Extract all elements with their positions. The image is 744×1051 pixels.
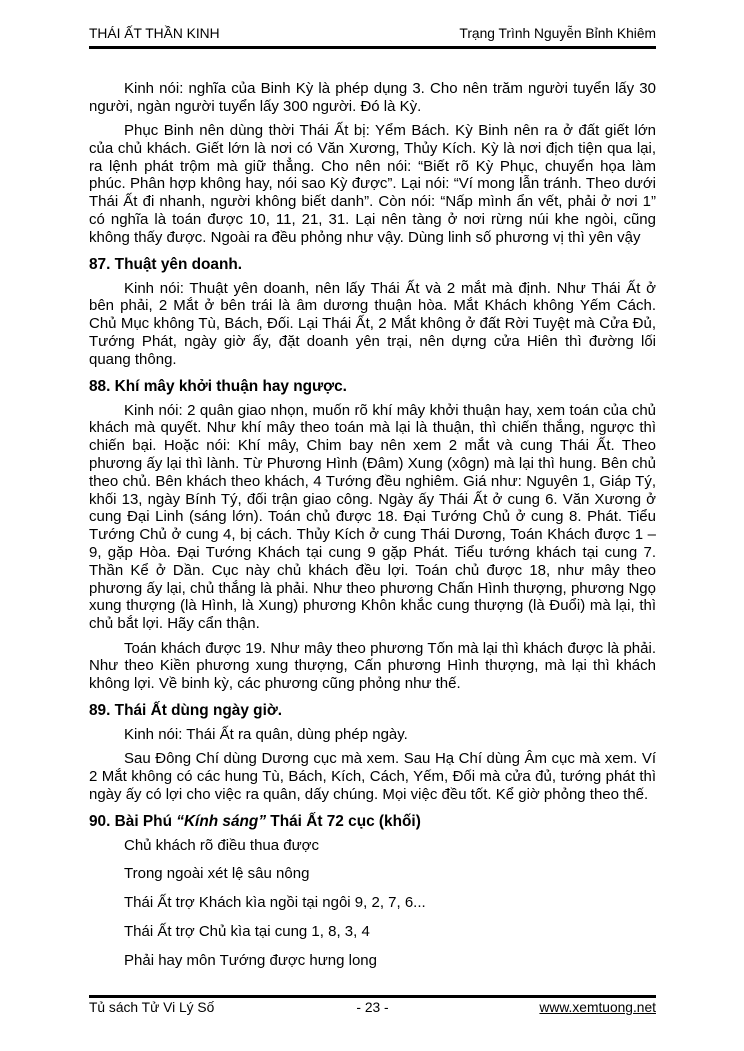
section-heading-87: 87. Thuật yên doanh. — [89, 255, 243, 273]
paragraph-89-2: Sau Đông Chí dùng Dương cục mà xem. Sau Hạ Chí dùng Âm cục mà xem. Ví 2 Mắt không có các hung Tù, Bách, Kích, Cách, Yếm, Đối mà cửa đủ, tướng phát thì ngày ấy có lợi cho việc ra quân, dấy chúng. Mọi việc đều tốt. Kể giờ phỏng theo thế. — [89, 750, 656, 803]
paragraph-89-1: Kinh nói: Thái Ất ra quân, dùng phép ngày. — [124, 725, 408, 743]
verse-line-5: Phải hay môn Tướng được hưng long — [124, 951, 377, 969]
verse-line-1: Chủ khách rõ điều thua được — [124, 836, 319, 854]
verse-line-2: Trong ngoài xét lệ sâu nông — [124, 865, 310, 883]
document-body — [89, 80, 656, 981]
page-footer — [89, 995, 656, 1015]
section-heading-90 — [89, 813, 656, 831]
page-header — [89, 26, 656, 49]
heading-90-quoted-title: “Kính sáng” — [176, 812, 267, 830]
author-name: Trạng Trình Nguyễn Bỉnh Khiêm — [459, 26, 656, 41]
website-link[interactable]: www.xemtuong.net — [539, 1000, 656, 1015]
section-heading-89: 89. Thái Ất dùng ngày giờ. — [89, 701, 283, 719]
paragraph-intro-1: Kinh nói: nghĩa của Binh Kỳ là phép dụng 3. Cho nên trăm người tuyển lấy 30 người, ngàn người tuyển lấy 300 người. Đó là Kỳ. — [89, 80, 656, 115]
document-title: THÁI ẤT THẦN KINH — [89, 26, 220, 41]
paragraph-87-1: Kinh nói: Thuật yên doanh, nên lấy Thái Ất và 2 mắt mà định. Như Thái Ất ở bên phải, 2 Mắt ở bên trái là âm dương thuận hòa. Mắt Khách không Yếm Cách. Chủ Mục không Tù, Bách, Đối. Lại Thái Ất, 2 Mắt không ở đất Rời Tuyệt mà Cửa Đủ, Tướng Phát, ngày giờ ấy, đặt doanh yên trại, nên dựng cửa Hiên thì đường lối quang thông. — [89, 279, 656, 368]
footer-series-title: Tủ sách Tử Vi Lý Số — [89, 1000, 215, 1015]
heading-90-suffix: Thái Ất 72 cục (khối) — [266, 812, 421, 830]
paragraph-88-2: Toán khách được 19. Như mây theo phương Tốn mà lại thì khách được là phải. Như theo Kiền phương xung thượng, Cấn phương Hình thượng, mà lại thì khách không lợi. Về binh kỳ, các phương cũng phỏng như thế. — [89, 639, 656, 693]
verse-line-4: Thái Ất trợ Chủ kìa tại cung 1, 8, 3, 4 — [124, 922, 370, 940]
page-number: - 23 - — [356, 1000, 389, 1015]
section-heading-88: 88. Khí mây khởi thuận hay ngược. — [89, 377, 347, 395]
verse-line-3: Thái Ất trợ Khách kìa ngồi tại ngôi 9, 2, 7, 6... — [124, 894, 426, 912]
paragraph-intro-2: Phục Binh nên dùng thời Thái Ất bị: Yểm Bách. Kỳ Binh nên ra ở đất giết lớn của chủ khách. Giết lớn là nơi có Văn Xương, Thủy Kích. Kỳ là nơi địch tiện qua lại, ra lệnh phát trộm mà giữ thẳng. Cho nên nói: “Biết rõ Kỳ Phục, chuyển họa làm phúc. Phân hợp không hay, nói sao Kỳ được”. Lại nói: “Ví mong lẫn tránh. Theo dưới Thái Ất đi nhanh, người không biết danh”. Còn nói: “Nấp mình ẩn vết, phải ở nơi 1” có nghĩa là toán được 10, 11, 21, 31. Lại nên tàng ở nơi rừng núi khe ngòi, cũng không thấy được. Ngoài ra đều phỏng như vậy. Dùng linh số phương vị thì yên vậy — [89, 122, 656, 246]
paragraph-88-1: Kinh nói: 2 quân giao nhọn, muốn rõ khí mây khởi thuận hay, xem toán của chủ khách mà quyết. Như khí mây theo toán mà lại là thuận, thì chiến thắng, ngược thì chiến bại. Hoặc nói: Khí mây, Chim bay nên xem 2 mắt và cung Thái Ất. Theo phương ấy lại thì lành. Từ Phương Hình (Đâm) Xung (xôgn) mà lại thì hung. Bên chủ theo chủ. Bên khách theo khách, 4 Tướng đều nghiêm. Giá như: Nguyên 1, Giáp Tý, khối 13, ngày Bính Tý, đối trận giao công. Ngày ấy Thái Ất ở cung 6. Văn Xương ở cung Đại Linh (sáng lớn). Toán chủ được 18. Đại Tướng Chủ ở cung 8. Phát. Tiểu Tướng Chủ ở cung 4, bị cách. Thủy Kích ở cung Thái Dương, Toán Khách được 1 – 9, gặp Hòa. Đại Tướng Khách tại cung 9 gặp Phát. Tiểu tướng khách tại cung 7. Thần Kể ở Dần. Cục này chủ khách đều lợi. Toán chủ được 18, như mây theo phương ấy lại, chủ thắng là phải. Như theo phương Chấn Hình thượng, phương Ngọ xung thượng (là Hình, là Xung) phương Khôn khắc cung thượng (là Đuổi) mà lại, thì chủ bắt lợi. Hãy cẩn thận. — [89, 401, 656, 633]
heading-90-prefix: 90. Bài Phú — [89, 812, 177, 830]
